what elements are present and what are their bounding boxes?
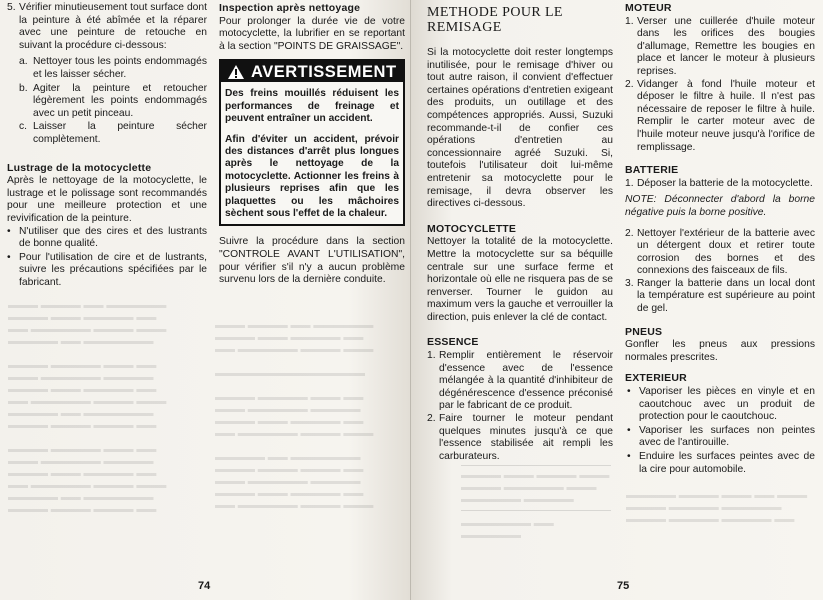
section-heading-exterieur: EXTERIEUR: [625, 372, 687, 385]
right-page: [411, 0, 823, 600]
warning-triangle-icon: [227, 64, 245, 80]
substep-a: a. Nettoyer tous les points endommagés et les laisser sécher.: [19, 56, 207, 80]
bullet-item: • N'utiliser que des cires et des lustrants de bonne qualité.: [7, 225, 207, 250]
right-column-1: [427, 5, 613, 467]
section-heading-pneus: PNEUS: [625, 325, 663, 338]
warning-box: [219, 59, 405, 226]
warning-title: AVERTISSEMENT: [251, 63, 397, 82]
bullet-item: • Vaporiser les pièces en vinyle et en caoutchouc avec un produit de protection pour le caoutchouc.: [627, 386, 815, 423]
warning-paragraph-1: Des freins mouillés réduisent les performances de freinage et peuvent entraîner un accident.: [225, 88, 399, 125]
page-number-right: 75: [617, 580, 630, 592]
warning-paragraph-2: Afin d'éviter un accident, prévoir des distances d'arrêt plus longues après le nettoyage de la motocyclette. Actionner les freins à plusieurs reprises afin que les plaquettes ou les mâchoires sèchent sous l'effet de la chaleur.: [225, 133, 399, 220]
motocyclette-paragraph: Nettoyer la totalité de la motocyclette. Mettre la motocyclette sur sa béquille centrale sur une surface ferme et horizontale où elle ne risquera pas de se renverser. Tourner le guidon au maximum vers la gauche et verrouiller la direction, puis enlever la clé de contact.: [427, 236, 613, 323]
section-heading-inspection: Inspection après nettoyage: [219, 2, 361, 14]
section-heading-motocyclette: MOTOCYCLETTE: [427, 222, 517, 235]
batterie-step-2: 2. Nettoyer l'extérieur de la batterie avec un détergent doux et retirer toute corrosion des bornes et des connexions des faisceaux de fils.: [625, 227, 815, 277]
substep-b: b. Agiter la peinture et retoucher légèrement les points endommagés avec un petit pinceau.: [19, 82, 207, 119]
batterie-note: NOTE: Déconnecter d'abord la borne négative puis la borne positive.: [625, 194, 815, 218]
section-heading-lustrage: Lustrage de la motocyclette: [7, 161, 152, 174]
moteur-step-2: 2. Vidanger à fond l'huile moteur et déposer le filtre à huile. Il n'est pas nécessaire de reposer le filtre à huile. Remplir le carter moteur avec de l'huile moteur neuve jusqu'à l'orifice de remplissage.: [625, 78, 815, 153]
bullet-item: • Pour l'utilisation de cire et de lustrants, suivre les précautions spécifiées par le fabricant.: [7, 251, 207, 288]
inspection-paragraph: Pour prolonger la durée vie de votre motocyclette, la lubrifier en se reportant à la section "POINTS DE GRAISSAGE".: [219, 15, 405, 52]
step-number: 5.: [7, 2, 16, 13]
page-number-left: 74: [198, 580, 211, 592]
step-text: Vérifier minutieusement tout surface dont la peinture à été abîmée et la réparer avec une peinture de retouche en suivant la procédure ci-dessous:: [19, 2, 207, 51]
right-column-2: [625, 2, 815, 480]
left-column-2: [219, 2, 405, 293]
show-through-text: ▬▬▬ ▬▬▬▬ ▬▬ ▬▬▬▬▬▬ ▬▬▬▬ ▬▬▬ ▬▬▬▬▬ ▬▬ ▬▬ ▬▬▬▬▬▬ ▬▬▬▬ ▬▬▬ ▬▬▬▬▬ ▬▬ ▬▬▬▬▬▬▬ ▬▬▬▬ ▬▬▬▬▬ ▬▬▬ ▬▬ ▬▬▬ ▬▬▬▬▬▬ ▬▬▬▬▬ ▬▬▬▬ ▬▬▬ ▬▬▬▬▬ ▬▬ ▬▬ ▬▬▬▬▬▬ ▬▬▬▬ ▬▬▬ ▬▬▬▬▬ ▬▬ ▬▬▬▬▬▬▬ ▬▬▬▬ ▬▬▬▬ ▬▬▬▬ ▬▬ ▬▬▬▬ ▬▬▬▬▬ ▬▬▬ ▬▬ ▬▬▬ ▬▬▬▬▬▬ ▬▬▬▬▬ ▬▬▬▬ ▬▬▬ ▬▬▬▬▬ ▬▬ ▬▬ ▬▬▬▬▬▬ ▬▬▬▬ ▬▬▬ ▬▬▬▬▬ ▬▬ ▬▬▬▬▬▬▬ ▬▬▬▬ ▬▬▬▬ ▬▬▬▬ ▬▬: [8, 300, 167, 515]
show-through-text-3: ▬▬▬▬ ▬▬▬ ▬▬▬▬ ▬▬▬ ▬▬▬▬ ▬▬▬▬▬▬ ▬▬▬ ▬▬▬▬▬▬ ▬▬▬▬▬ ▬▬▬▬▬▬▬ ▬▬ ▬▬▬▬▬▬: [461, 470, 610, 541]
warning-header: [221, 61, 403, 82]
essence-step-1: 1. Remplir entièrement le réservoir d'essence avec de l'essence mélangée à la quantité d'inhibiteur de dégénérescence d'essence préconisé par le fabricant de ce produit.: [427, 350, 613, 412]
moteur-step-1: 1. Verser une cuillerée d'huile moteur dans les orifices des bougies d'allumage, Remettre les bougies en place et lancer le moteur à plusieurs reprises.: [625, 15, 815, 77]
section-heading-batterie: BATTERIE: [625, 164, 679, 177]
left-column-1: [7, 2, 207, 293]
essence-step-2: 2. Faire tourner le moteur pendant quelques minutes jusqu'à ce que l'essence stabilisée ait rempli les carburateurs.: [427, 413, 613, 462]
exterieur-bullets: [625, 386, 815, 476]
batterie-step-1: 1. Déposer la batterie de la motocyclette.: [625, 177, 813, 189]
after-warning-paragraph: Suivre la procédure dans la section "CONTROLE AVANT L'UTILISATION", pour vérifier s'il n'y a aucun problème survenu lors de la dernière conduite.: [219, 236, 405, 286]
lustrage-paragraph: Après le nettoyage de la motocyclette, le lustrage et le polissage sont recommandés pour une meilleure protection et une revivification de la peinture.: [7, 175, 207, 224]
remisage-intro: Si la motocyclette doit rester longtemps inutilisée, pour le remisage d'hiver ou tout autre raison, il convient d'effectuer certaines opérations d'entretien exigeant des produits, un outillage et des compétences appropriés. Aussi, Suzuki recommande-t-il de confier ces opérations d'entretien au concessionnaire agréé Suzuki. Si, toutefois l'utilisateur doit lui-même entretenir sa motocyclette pour le remisage, il devra observer les directives ci-dessous.: [427, 47, 613, 210]
lustrage-bullets: [7, 226, 207, 290]
touchup-substeps: [7, 56, 207, 146]
left-page: [0, 0, 411, 600]
bullet-item: • Enduire les surfaces peintes avec de la cire pour automobile.: [627, 451, 815, 475]
show-through-text-4: ▬▬▬▬▬ ▬▬▬▬ ▬▬▬ ▬▬ ▬▬▬ ▬▬▬▬ ▬▬▬▬▬ ▬▬▬▬▬▬ ▬▬▬▬ ▬▬▬▬▬ ▬▬▬▬▬ ▬▬: [626, 490, 808, 525]
step-5: [7, 2, 207, 52]
substep-c: c. Laisser la peinture sécher complètement.: [19, 121, 207, 145]
batterie-step-3: 3. Ranger la batterie dans un local dont la température est supérieure au point de gel.: [625, 277, 815, 315]
show-through-rule: [461, 510, 611, 511]
section-heading-moteur: MOTEUR: [625, 2, 672, 14]
show-through-text-2: ▬▬▬ ▬▬▬▬ ▬▬ ▬▬▬▬▬▬ ▬▬▬▬ ▬▬▬ ▬▬▬▬▬ ▬▬ ▬▬ ▬▬▬▬▬▬ ▬▬▬▬ ▬▬▬ ▬▬▬▬▬▬▬▬▬▬▬▬▬▬▬ ▬▬▬▬ ▬▬▬▬▬ ▬▬▬ ▬▬ ▬▬▬ ▬▬▬▬▬▬ ▬▬▬▬▬ ▬▬▬▬ ▬▬▬ ▬▬▬▬▬ ▬▬ ▬▬ ▬▬▬▬▬▬ ▬▬▬▬ ▬▬▬ ▬▬▬▬▬ ▬▬ ▬▬▬▬▬▬▬ ▬▬▬▬ ▬▬▬▬ ▬▬▬▬ ▬▬ ▬▬▬ ▬▬▬▬▬▬ ▬▬▬▬▬ ▬▬▬▬ ▬▬▬ ▬▬▬▬▬ ▬▬ ▬▬ ▬▬▬▬▬▬ ▬▬▬▬ ▬▬▬: [215, 320, 374, 511]
section-heading-essence: ESSENCE: [427, 336, 479, 349]
pneus-paragraph: Gonfler les pneus aux pressions normales prescrites.: [625, 339, 815, 363]
page-title: METHODE POUR LE REMISAGE: [427, 5, 563, 35]
bullet-item: • Vaporiser les surfaces non peintes avec de l'antirouille.: [627, 424, 815, 449]
